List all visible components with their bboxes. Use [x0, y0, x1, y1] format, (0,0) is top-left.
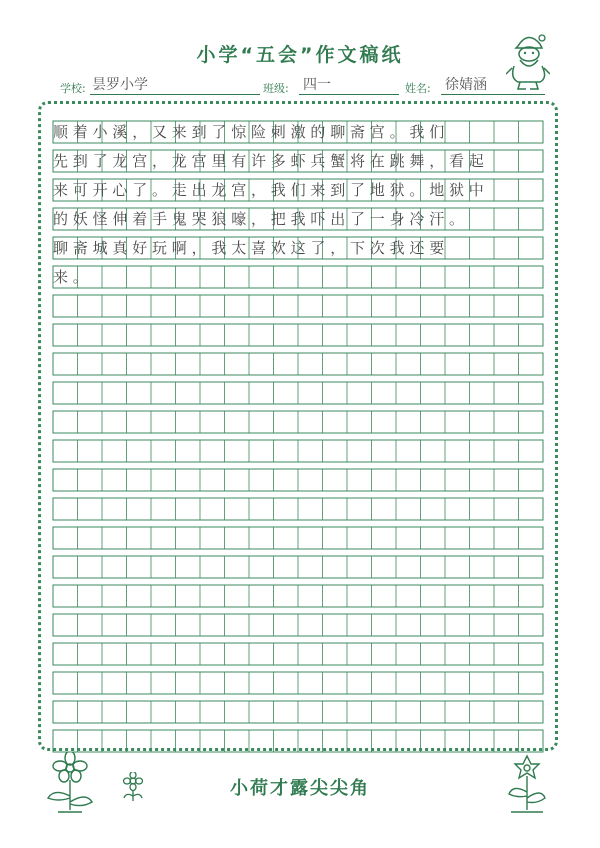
grid-row	[53, 324, 543, 346]
essay-line: 先到了龙宫，龙宫里有许多虾兵蟹将在跳舞，看起	[53, 152, 489, 170]
essay-line: 来。	[53, 268, 93, 286]
essay-line: 的妖怪伸着手鬼哭狼嚎，把我吓出了一身冷汗。	[53, 210, 469, 228]
grid-row	[53, 701, 543, 723]
grid-row	[53, 353, 543, 375]
school-value: 昙罗小学	[92, 77, 148, 93]
grid-row	[53, 411, 543, 433]
daffodil-icon	[505, 752, 549, 814]
class-value: 四一	[303, 77, 331, 93]
grid-row	[53, 382, 543, 404]
grid-row	[53, 730, 543, 752]
essay-line: 顺着小溪，又来到了惊险刺激的聊斋宫。我们	[53, 123, 450, 141]
footer-slogan: 小荷才露尖尖角	[230, 778, 370, 799]
essay-line: 来可开心了。走出龙宫，我们来到了地狱。地狱中	[53, 181, 489, 199]
grid-row	[53, 527, 543, 549]
class-label: 班级:	[263, 82, 289, 95]
page-title: 小学“五会”作文稿纸	[196, 44, 404, 66]
grid-row	[53, 266, 543, 288]
grid-row	[53, 614, 543, 636]
grid-row	[53, 295, 543, 317]
grid-row	[53, 556, 543, 578]
essay-line: 聊斋城真好玩啊，我太喜欢这了，下次我还要	[53, 239, 450, 257]
grid-row	[53, 585, 543, 607]
grid-row	[53, 643, 543, 665]
name-value: 徐婧涵	[445, 77, 487, 93]
small-flower-icon	[120, 772, 146, 802]
grid-row	[53, 498, 543, 520]
grid-row	[53, 440, 543, 462]
grid-row	[53, 469, 543, 491]
flower-icon	[40, 752, 100, 814]
name-label: 姓名:	[405, 82, 431, 95]
school-label: 学校:	[60, 82, 86, 95]
grid-row	[53, 672, 543, 694]
